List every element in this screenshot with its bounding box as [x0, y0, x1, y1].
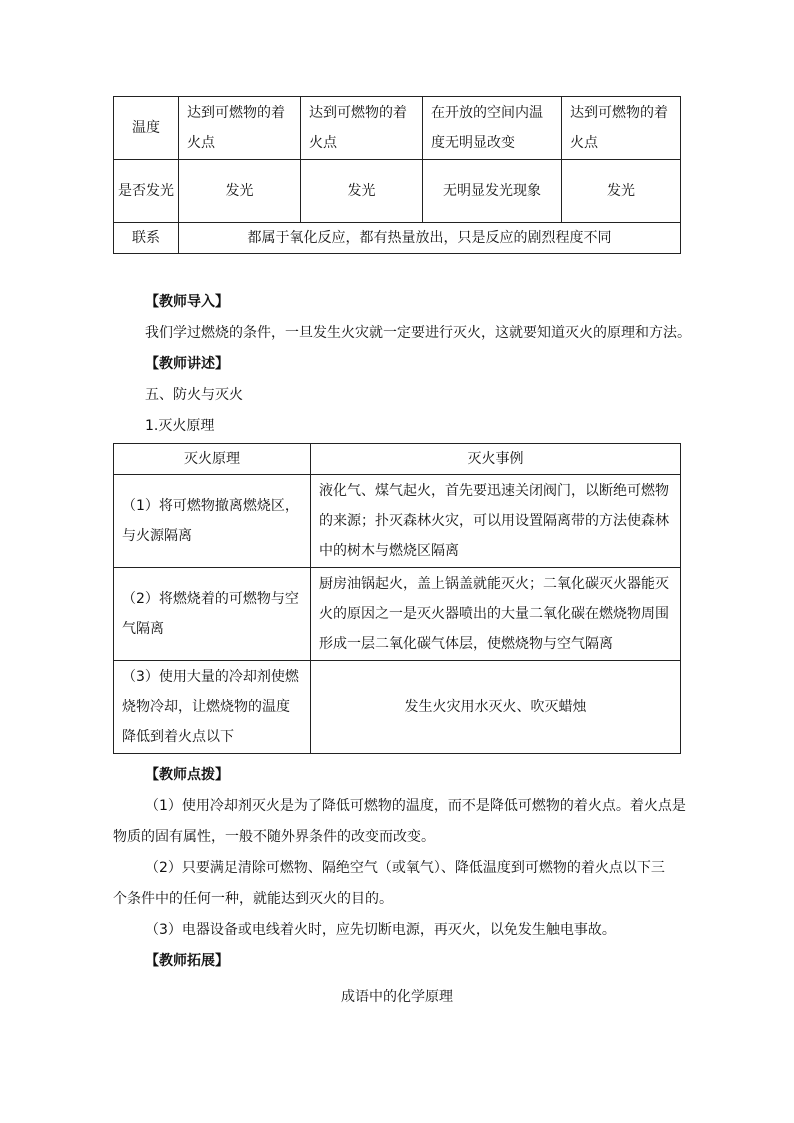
- fire-principle-table: [113, 443, 681, 754]
- table-cell-merged: 都属于氧化反应，都有热量放出，只是反应的剧烈程度不同: [179, 223, 681, 254]
- principle-cell: （3）使用大量的冷却剂使燃烧物冷却，让燃烧物的温度降低到着火点以下: [114, 661, 311, 754]
- table-cell: 达到可燃物的着火点: [562, 97, 681, 160]
- table-cell: 无明显发光现象: [423, 160, 562, 223]
- principle-cell: （1）将可燃物撤离燃烧区，与火源隔离: [114, 475, 311, 568]
- row-label: 是否发光: [114, 160, 179, 223]
- tip-2-line-1: （2）只要满足清除可燃物、隔绝空气（或氧气）、降低温度到可燃物的着火点以下三: [145, 860, 665, 876]
- section-heading-extend: 【教师拓展】: [145, 953, 229, 969]
- section-subheading: 五、防火与灭火: [145, 387, 243, 403]
- section-heading-intro: 【教师导入】: [145, 294, 229, 310]
- table-cell: 发光: [179, 160, 301, 223]
- row-label: 温度: [114, 97, 179, 160]
- item-title: 1.灭火原理: [145, 418, 215, 434]
- table-header-row: [114, 444, 681, 475]
- table-row: [114, 475, 681, 568]
- table-cell: 发光: [301, 160, 423, 223]
- tip-3: （3）电器设备或电线着火时，应先切断电源，再灭火，以免发生触电事故。: [145, 922, 616, 938]
- example-cell: 发生火灾用水灭火、吹灭蜡烛: [311, 661, 681, 754]
- table-cell: 达到可燃物的着火点: [301, 97, 423, 160]
- extend-title: 成语中的化学原理: [341, 989, 453, 1005]
- example-cell: 液化气、煤气起火，首先要迅速关闭阀门，以断绝可燃物的来源；扑灭森林火灾，可以用设置隔离带的方法使森林中的树木与燃烧区隔离: [311, 475, 681, 568]
- tip-2-line-2: 个条件中的任何一种，就能达到灭火的目的。: [113, 891, 393, 907]
- tip-1-line-2: 物质的固有属性，一般不随外界条件的改变而改变。: [113, 829, 435, 845]
- column-header: 灭火事例: [311, 444, 681, 475]
- example-cell: 厨房油锅起火，盖上锅盖就能灭火；二氧化碳灭火器能灭火的原因之一是灭火器喷出的大量二氧化碳在燃烧物周围形成一层二氧化碳气体层，使燃烧物与空气隔离: [311, 568, 681, 661]
- section-heading-lecture: 【教师讲述】: [145, 356, 229, 372]
- table-row: [114, 568, 681, 661]
- comparison-table: [113, 96, 681, 254]
- table-row: [114, 661, 681, 754]
- table-cell: 发光: [562, 160, 681, 223]
- table-row: [114, 160, 681, 223]
- table-cell: 达到可燃物的着火点: [179, 97, 301, 160]
- column-header: 灭火原理: [114, 444, 311, 475]
- principle-cell: （2）将燃烧着的可燃物与空气隔离: [114, 568, 311, 661]
- table-row: [114, 97, 681, 160]
- paragraph-intro: 我们学过燃烧的条件，一旦发生火灾就一定要进行灭火，这就要知道灭火的原理和方法。: [145, 325, 691, 341]
- section-heading-tips: 【教师点拨】: [145, 767, 229, 783]
- row-label: 联系: [114, 223, 179, 254]
- tip-1-line-1: （1）使用冷却剂灭火是为了降低可燃物的温度，而不是降低可燃物的着火点。着火点是: [145, 798, 686, 814]
- table-row: [114, 223, 681, 254]
- table-cell: 在开放的空间内温度无明显改变: [423, 97, 562, 160]
